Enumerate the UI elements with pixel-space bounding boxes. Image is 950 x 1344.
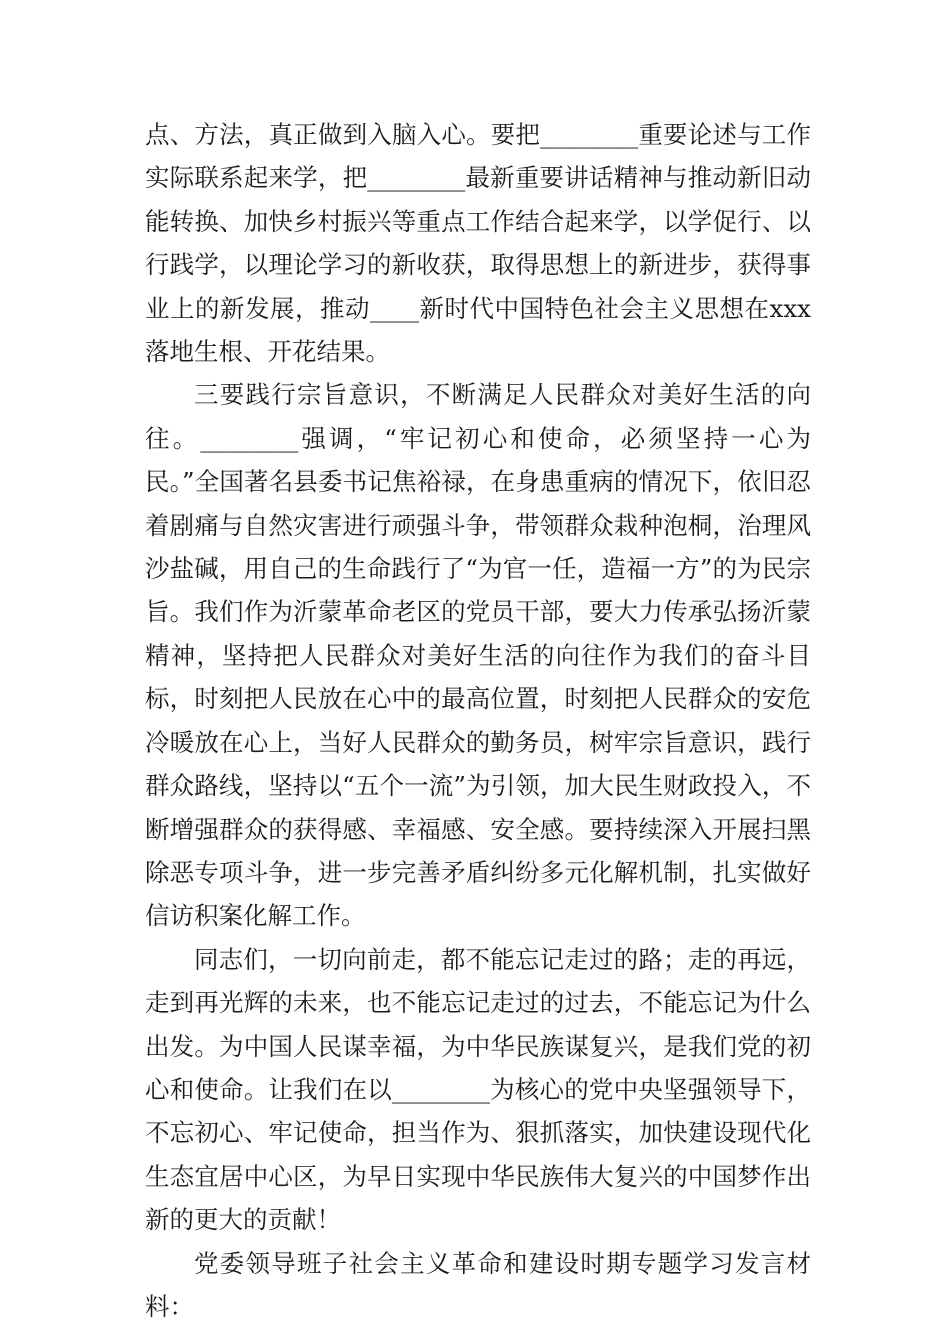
paragraph-purpose-awareness: 三要践行宗旨意识，不断满足人民群众对美好生活的向往。________强调，“牢记初心和使命，必须坚持一心为民。”全国著名县委书记焦裕禄，在身患重病的情况下，依旧忍着剧痛与自然灾害进行顽强斗争，带领群众栽种泡桐，治理风沙盐碱，用自己的生命践行了“为官一任，造福一方”的为民宗旨。我们作为沂蒙革命老区的党员干部，要大力传承弘扬沂蒙精神，坚持把人民群众对美好生活的向往作为我们的奋斗目标，时刻把人民放在心中的最高位置，时刻把人民群众的安危冷暖放在心上，当好人民群众的勤务员，树牢宗旨意识，践行群众路线，坚持以“五个一流”为引领，加大民生财政投入，不断增强群众的获得感、幸福感、安全感。要持续深入开展扫黑除恶专项斗争，进一步完善矛盾纠纷多元化解机制，扎实做好信访积案化解工作。 bbox=[145, 380, 811, 931]
paragraph-closing: 同志们，一切向前走，都不能忘记走过的路；走的再远，走到再光辉的未来，也不能忘记走过的过去，不能忘记为什么出发。为中国人民谋幸福，为中华民族谋复兴，是我们党的初心和使命。让我们在以________为核心的党中央坚强领导下，不忘初心、牢记使命，担当作为、狠抓落实，加快建设现代化生态宜居中心区，为早日实现中华民族伟大复兴的中国梦作出新的更大的贡献！ bbox=[145, 944, 811, 1235]
paragraph-continued: 点、方法，真正做到入脑入心。要把________重要论述与工作实际联系起来学，把________最新重要讲话精神与推动新旧动能转换、加快乡村振兴等重点工作结合起来学，以学促行、以行践学，以理论学习的新收获，取得思想上的新进步，获得事业上的新发展，推动____新时代中国特色社会主义思想在xxx落地生根、开花结果。 bbox=[145, 120, 811, 367]
paragraph-next-title: 党委领导班子社会主义革命和建设时期专题学习发言材料： bbox=[145, 1248, 811, 1321]
document-body bbox=[145, 113, 811, 1328]
